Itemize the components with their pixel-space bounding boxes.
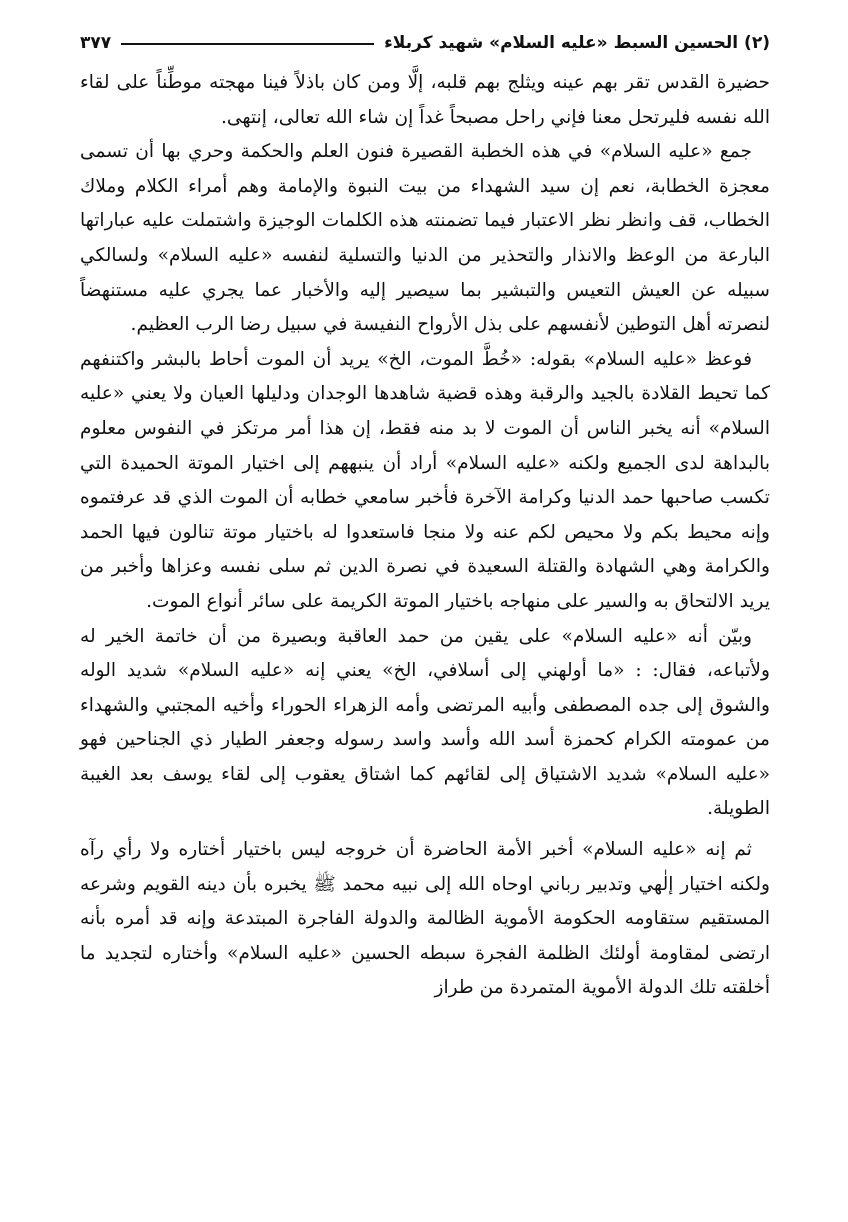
book-page — [80, 26, 770, 1006]
body-text — [80, 66, 770, 1006]
paragraph-1: حضيرة القدس تقر بهم عينه ويثلج بهم قلبه، إلَّا ومن كان باذلاً فينا مهجته موطِّناً على لقاء الله نفسه فليرتحل معنا فإني راحل مصبحاً غداً إن شاء الله تعالى، إنتهى. — [80, 72, 770, 128]
header-rule — [121, 43, 374, 45]
paragraph-5: ثم إنه «عليه السلام» أخبر الأمة الحاضرة أن خروجه ليس باختيار أختاره ولا رأي رآه ولكنه اختيار إلٰهي وتدبير رباني اوحاه الله إلى نبيه محمد ﷺ يخبره بأن دينه القويم وشرعه المستقيم ستقاومه الحكومة الأموية الظالمة والدولة الفاجرة المبتدعة وإنه قد أمره بأنه ارتضى لمقاومة أولئك الظلمة الفجرة سبطه الحسين «عليه السلام» وأختاره لتجديد ما أخلقته تلك الدولة الأموية المتمردة من طراز — [80, 839, 770, 999]
running-title: (٢) الحسين السبط «عليه السلام» شهيد كربلاء — [384, 33, 770, 53]
paragraph-4: وبيّن أنه «عليه السلام» على يقين من حمد العاقبة وبصيرة من أن خاتمة الخير له ولأتباعه، فقال: : «ما أولهني إلى أسلافي، الخ» يعني إنه «عليه السلام» شديد الوله والشوق إلى جده المصطفى وأبيه المرتضى وأمه الزهراء الحوراء وأخيه المجتبي والشهداء من عمومته الكرام كحمزة أسد الله وأسد واسد رسوله وجعفر الطيار ذي الجناحين فهو «عليه السلام» شديد الاشتياق إلى لقائهم كما اشتاق يعقوب إلى لقاء يوسف بعد الغيبة الطويلة. — [80, 625, 770, 820]
paragraph-2: جمع «عليه السلام» في هذه الخطبة القصيرة فنون العلم والحكمة وحري بها أن تسمى معجزة الخطابة، نعم إن سيد الشهداء من بيت النبوة والإمامة وهم أمراء الكلام وملاك الخطاب، قف وانظر نظر الاعتبار فيما تضمنته هذه الكلمات الوجيزة واشتملت عليه عباراتها البارعة من الوعظ والانذار والتحذير من الدنيا والتسلية لنفسه «عليه السلام» ولسالكي سبيله عن العيش التعيس والتبشير بما سيصير إليه والأخبار عما يجري عليه مستنهضاً لنصرته أهل التوطين لأنفسهم على بذل الأرواح النفيسة في سبيل رضا الرب العظيم. — [80, 141, 770, 336]
paragraph-3: فوعظ «عليه السلام» بقوله: «خُطَّ الموت، الخ» يريد أن الموت أحاط بالبشر واكتنفهم كما تحيط القلادة بالجيد والرقبة وهذه قضية شاهدها الوجدان ودليلها العيان ولا يعني «عليه السلام» أنه يخبر الناس أن الموت لا بد منه فقط، إن هذا أمر مرتكز في النفوس معلوم بالبداهة لدى الجميع ولكنه «عليه السلام» أراد أن ينبههم إلى اختيار الموتة الحميدة التي تكسب صاحبها حمد الدنيا وكرامة الآخرة فأخبر سامعي خطابه أن الموت الذي قد عرفتموه وإنه محيط بكم ولا محيص لكم عنه ولا منجا فاستعدوا له باختيار موتة تنالون فيها الحمد والكرامة وهي الشهادة والقتلة السعيدة في نصرة الدين ثم سلى نفسه وعزاها وأخبر من يريد الالتحاق به والسير على منهاجه باختيار الموتة الكريمة على سائر أنواع الموت. — [80, 348, 770, 612]
running-header — [80, 26, 770, 60]
page-number: ٣٧٧ — [80, 33, 112, 53]
